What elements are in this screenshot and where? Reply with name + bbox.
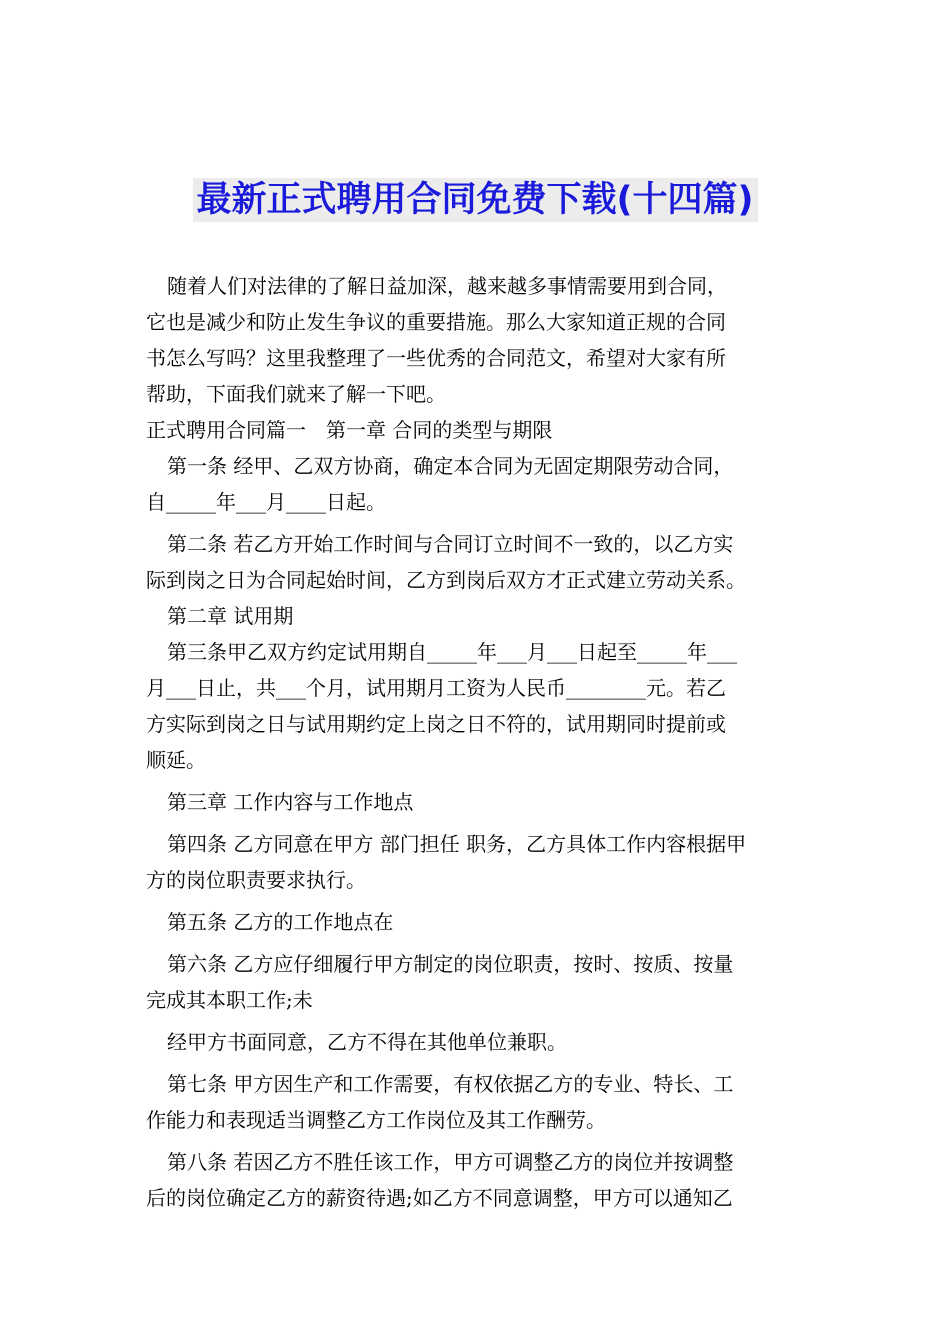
paragraph-line: 第七条 甲方因生产和工作需要，有权依据乙方的专业、特长、工 [167,1072,734,1096]
paragraph-line: 第四条 乙方同意在甲方 部门担任 职务，乙方具体工作内容根据甲 [167,832,747,856]
paragraph-line: 帮助，下面我们就来了解一下吧。 [146,382,446,406]
paragraph-line: 方实际到岗之日与试用期约定上岗之日不符的，试用期同时提前或 [146,712,726,736]
paragraph-line: 第三条甲乙双方约定试用期自_____年___月___日起至_____年___ [167,640,737,664]
title-container [0,178,950,222]
paragraph-line: 第一条 经甲、乙双方协商，确定本合同为无固定期限劳动合同， [167,454,734,478]
paragraph-line: 经甲方书面同意，乙方不得在其他单位兼职。 [167,1030,567,1054]
paragraph-line: 作能力和表现适当调整乙方工作岗位及其工作酬劳。 [146,1108,606,1132]
paragraph-line: 第六条 乙方应仔细履行甲方制定的岗位职责，按时、按质、按量 [167,952,734,976]
paragraph-line: 月___日止，共___个月，试用期月工资为人民币________元。若乙 [146,676,726,700]
paragraph-line: 自_____年___月____日起。 [146,490,386,514]
document-body [146,268,810,1216]
paragraph-line: 第二条 若乙方开始工作时间与合同订立时间不一致的，以乙方实 [167,532,734,556]
section-heading: 正式聘用合同篇一 第一章 合同的类型与期限 [146,418,553,442]
paragraph-line: 书怎么写吗？这里我整理了一些优秀的合同范文，希望对大家有所 [146,346,726,370]
paragraph-line: 方的岗位职责要求执行。 [146,868,366,892]
document-title: 最新正式聘用合同免费下载(十四篇) [193,178,758,222]
paragraph-line: 随着人们对法律的了解日益加深，越来越多事情需要用到合同， [167,274,727,298]
paragraph-line: 第五条 乙方的工作地点在 [167,910,394,934]
chapter-heading: 第三章 工作内容与工作地点 [167,790,414,814]
paragraph-line: 它也是减少和防止发生争议的重要措施。那么大家知道正规的合同 [146,310,726,334]
chapter-heading: 第二章 试用期 [167,604,294,628]
paragraph-line: 顺延。 [146,748,206,772]
paragraph-line: 际到岗之日为合同起始时间，乙方到岗后双方才正式建立劳动关系。 [146,568,746,592]
paragraph-line: 第八条 若因乙方不胜任该工作，甲方可调整乙方的岗位并按调整 [167,1150,734,1174]
paragraph-line: 完成其本职工作;未 [146,988,313,1012]
paragraph-line: 后的岗位确定乙方的薪资待遇;如乙方不同意调整，甲方可以通知乙 [146,1186,733,1210]
